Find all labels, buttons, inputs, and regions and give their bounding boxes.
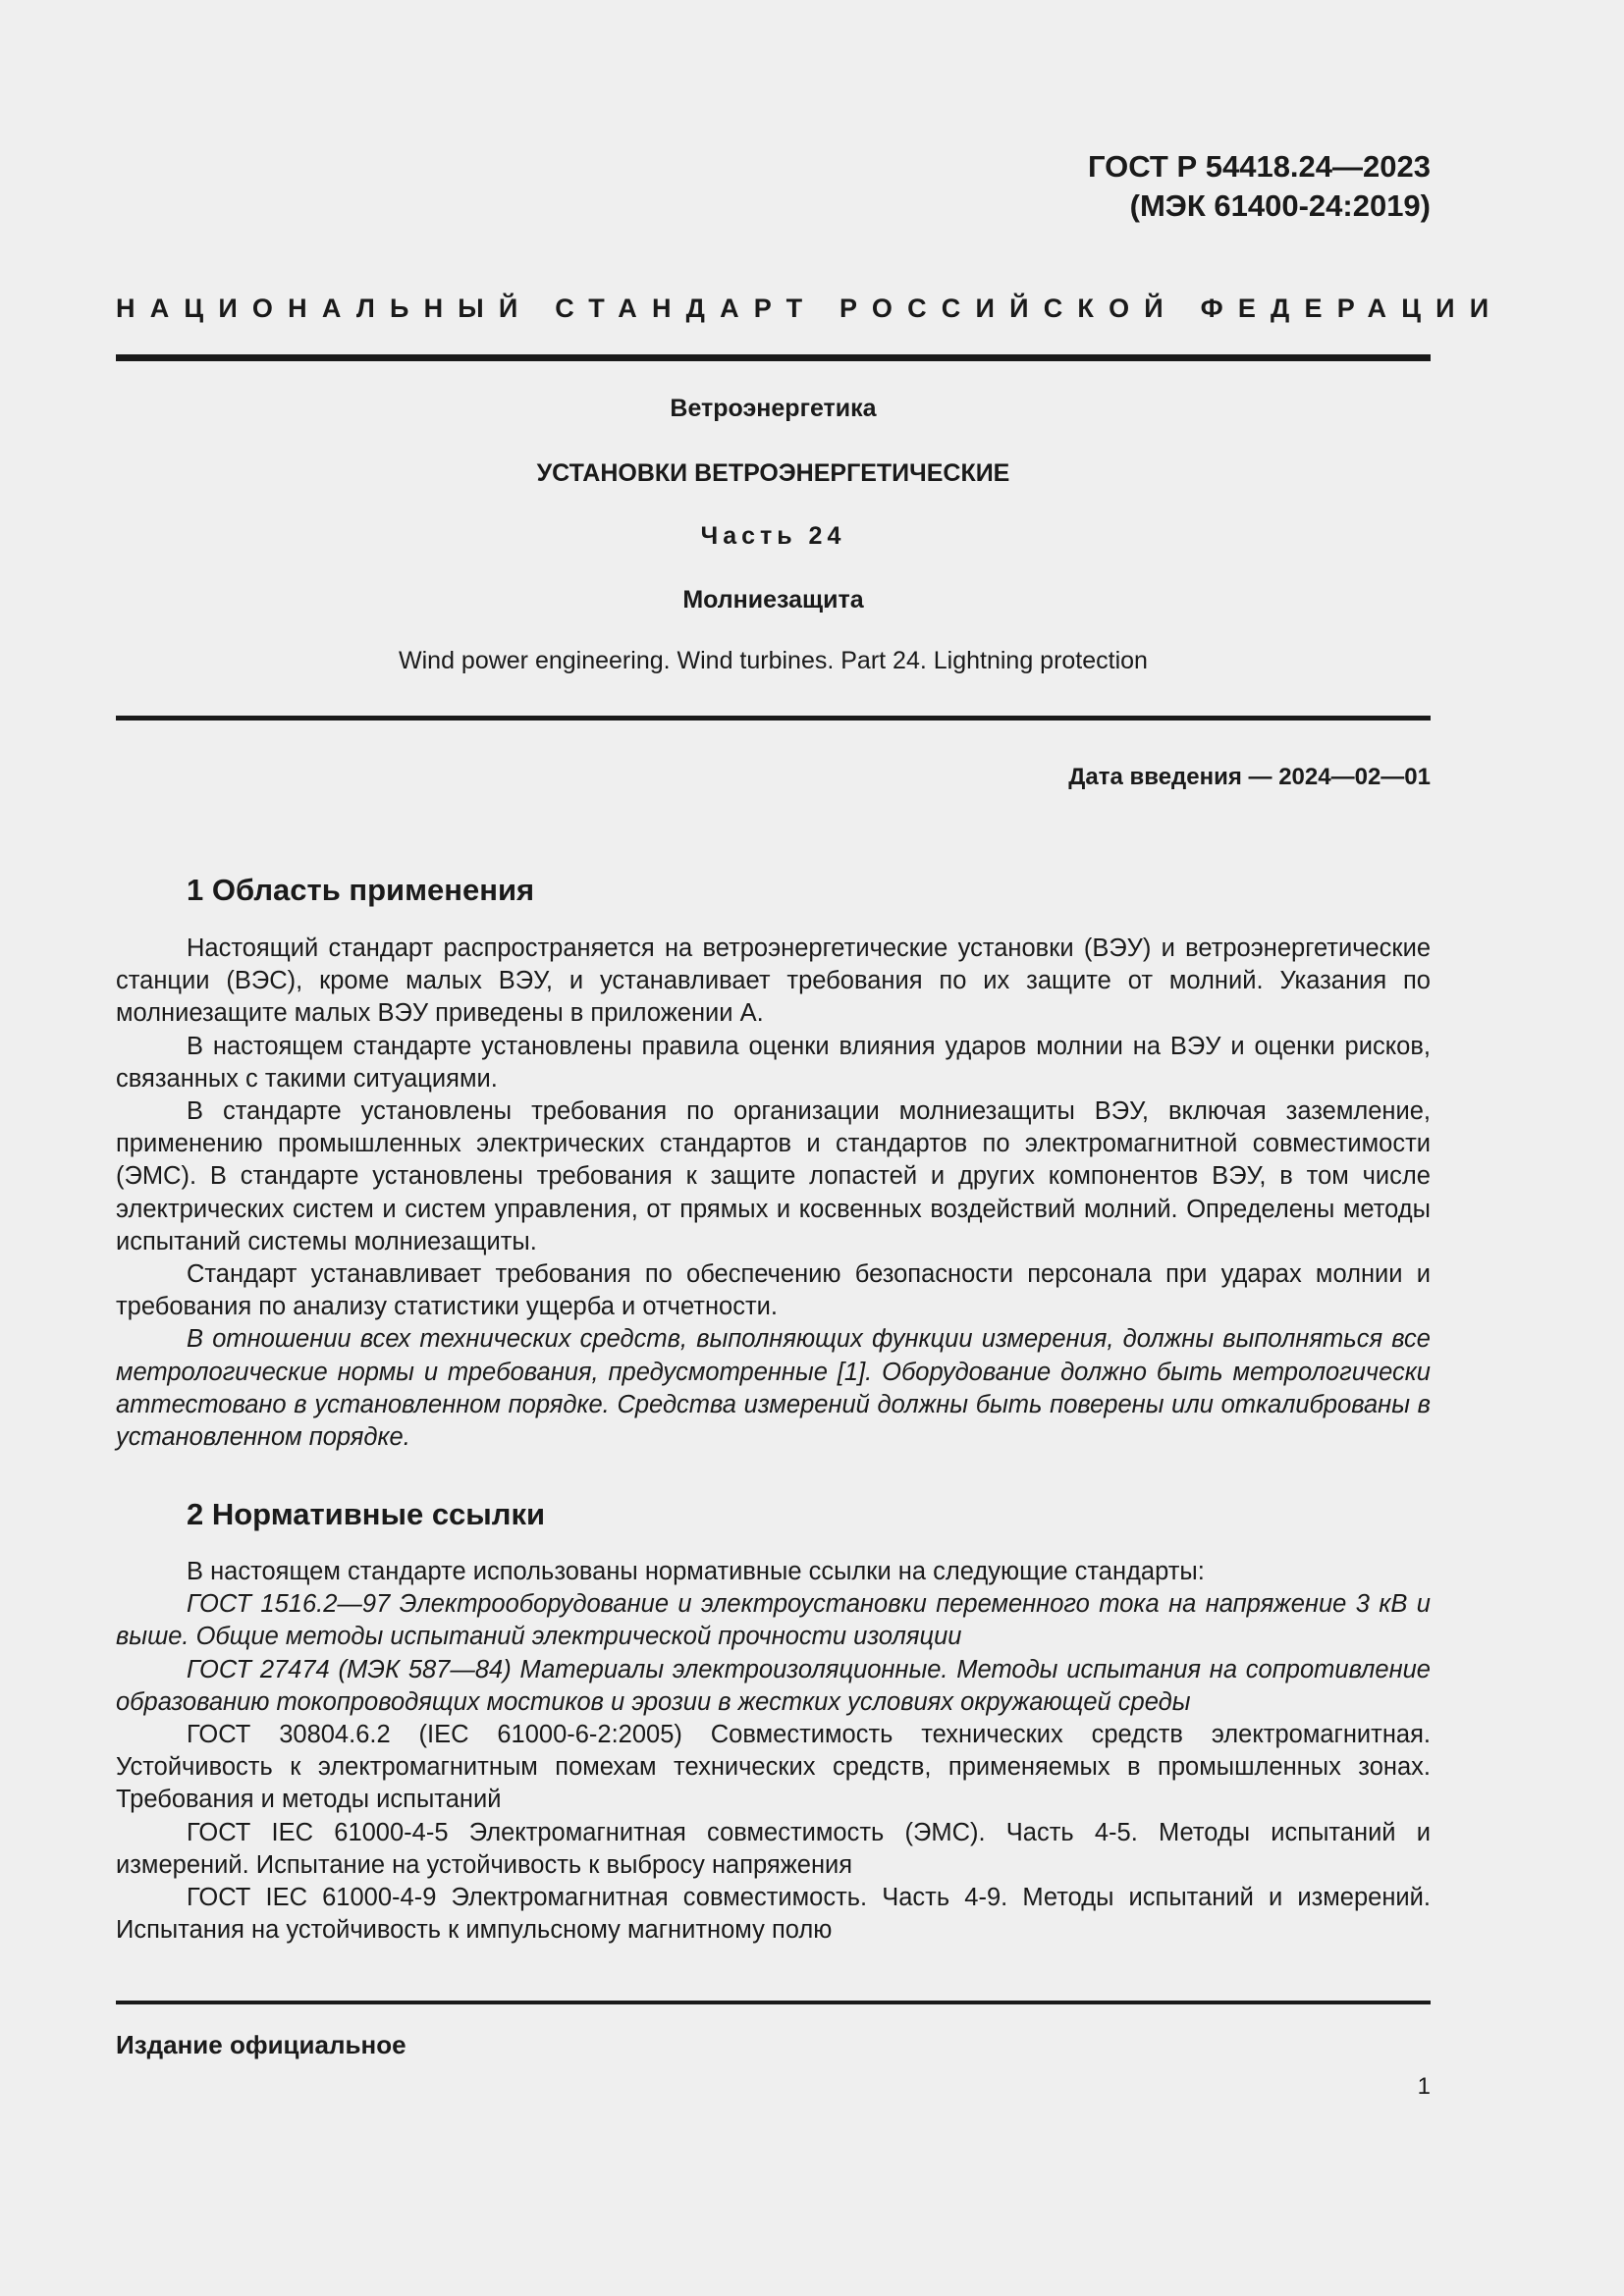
- section-2-title: 2 Нормативные ссылки: [187, 1497, 546, 1531]
- reference-item-italic: ГОСТ 27474 (МЭК 587—84) Материалы электроизоляционные. Методы испытания на сопротивление образованию токопроводящих мостиков и эрозии в жестких условиях окружающей среды: [116, 1655, 1431, 1716]
- document-page: [116, 0, 1504, 2296]
- title-line-2: УСТАНОВКИ ВЕТРОЭНЕРГЕТИЧЕСКИЕ: [536, 459, 1010, 487]
- designation-line-2: (МЭК 61400-24:2019): [1129, 188, 1431, 223]
- title-line-4: Молниезащита: [682, 586, 864, 614]
- official-edition-label: Издание официальное: [116, 2030, 406, 2059]
- footer-divider: [116, 2001, 1431, 2004]
- paragraph: Стандарт устанавливает требования по обеспечению безопасности персонала при ударах молнии и требования по анализу статистики ущерба и отчетности.: [116, 1260, 1431, 1321]
- reference-item: ГОСТ IEC 61000-4-9 Электромагнитная совместимость. Часть 4-9. Методы испытаний и измерений. Испытания на устойчивость к импульсному магнитному полю: [116, 1884, 1431, 1945]
- paragraph: В настоящем стандарте установлены правила оценки влияния ударов молнии на ВЭУ и оценки рисков, связанных с такими ситуациями.: [116, 1032, 1431, 1093]
- reference-item: ГОСТ 30804.6.2 (IEC 61000-6-2:2005) Совместимость технических средств электромагнитная. Устойчивость к электромагнитным помехам технических средств, применяемых в промышленных зонах. Требования и методы испытаний: [116, 1721, 1431, 1814]
- reference-item-italic: ГОСТ 1516.2—97 Электрооборудование и электроустановки переменного тока на напряжение 3 кВ и выше. Общие методы испытаний электрической прочности изоляции: [116, 1590, 1431, 1651]
- section-1-title: 1 Область применения: [187, 873, 535, 907]
- english-title: Wind power engineering. Wind turbines. Part 24. Lightning protection: [399, 647, 1148, 674]
- section-2-body: [116, 1556, 1431, 1947]
- section-1-body: [116, 933, 1431, 1454]
- designation-line-1: ГОСТ Р 54418.24—2023: [1088, 149, 1431, 184]
- page-number: 1: [1417, 2073, 1431, 2100]
- title-divider: [116, 716, 1431, 721]
- national-standard-heading: НАЦИОНАЛЬНЫЙ СТАНДАРТ РОССИЙСКОЙ ФЕДЕРАЦИИ: [116, 294, 1504, 323]
- paragraph: Настоящий стандарт распространяется на ветроэнергетические установки (ВЭУ) и ветроэнергетические станции (ВЭС), кроме малых ВЭУ, и устанавливает требования по их защите от молний. Указания по молниезащите малых ВЭУ приведены в приложении А.: [116, 934, 1431, 1028]
- paragraph-italic: В отношении всех технических средств, выполняющих функции измерения, должны выполняться все метрологические нормы и требования, предусмотренные [1]. Оборудование должно быть метрологически аттестовано в установленном порядке. Средства измерений должны быть поверены или откалиброваны в установленном порядке.: [116, 1325, 1431, 1452]
- introduction-date: Дата введения — 2024—02—01: [1068, 764, 1431, 790]
- top-divider: [116, 354, 1431, 361]
- title-part: Часть 24: [700, 522, 846, 550]
- paragraph: В стандарте установлены требования по организации молниезащиты ВЭУ, включая заземление, применению промышленных электрических стандартов и стандартов по электромагнитной совместимости (ЭМС). В стандарте установлены требования к защите лопастей и других компонентов ВЭУ, в том числе электрических систем и систем управления, от прямых и косвенных воздействий молний. Определены методы испытаний системы молниезащиты.: [116, 1097, 1431, 1255]
- standard-designation: [1088, 147, 1431, 226]
- reference-item: ГОСТ IEC 61000-4-5 Электромагнитная совместимость (ЭМС). Часть 4-5. Методы испытаний и измерений. Испытание на устойчивость к выбросу напряжения: [116, 1818, 1431, 1879]
- paragraph: В настоящем стандарте использованы нормативные ссылки на следующие стандарты:: [187, 1558, 1205, 1585]
- title-line-1: Ветроэнергетика: [670, 395, 877, 422]
